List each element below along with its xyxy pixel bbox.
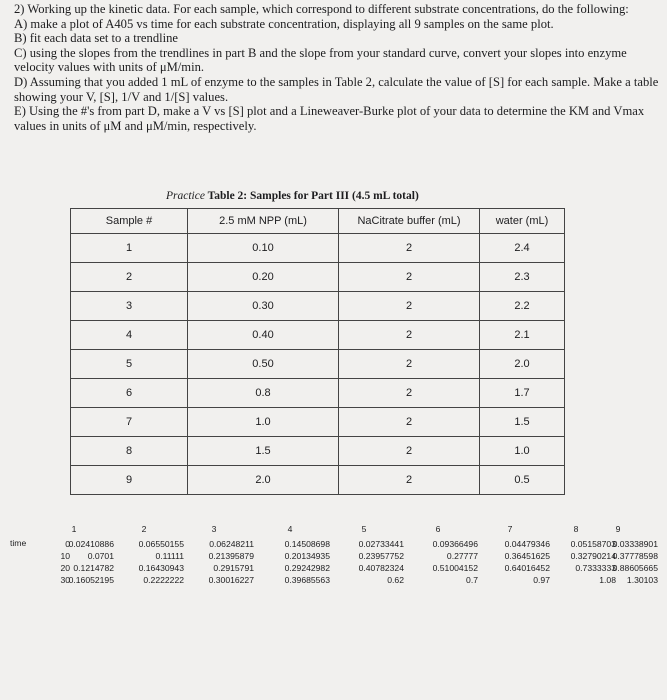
absorbance-value: 0.27777 (446, 551, 478, 561)
instruction-d: D) Assuming that you added 1 mL of enzyme to the samples in Table 2, calculate the value of [S] for each sample. Make a table showing your V, [S], 1/V and 1/[S] values. (14, 74, 659, 104)
absorbance-value: 0.64016452 (504, 563, 550, 573)
table-cell: 1.5 (188, 437, 339, 466)
table-row (71, 437, 565, 466)
sample-header: 9 (615, 524, 621, 534)
table-cell: 2 (71, 263, 188, 292)
absorbance-value: 0.02733441 (358, 539, 404, 549)
table-cell: 2 (339, 263, 480, 292)
absorbance-value: 0.06550155 (138, 539, 184, 549)
absorbance-value: 1.08 (599, 575, 616, 585)
sample-header: 6 (435, 524, 441, 534)
table-cell: 4 (71, 321, 188, 350)
table-caption (166, 190, 419, 202)
table-cell: 0.20 (188, 263, 339, 292)
table-cell: 1.0 (480, 437, 565, 466)
absorbance-value: 0.14508698 (284, 539, 330, 549)
absorbance-value: 0.0701 (87, 551, 114, 561)
table-cell: 0.8 (188, 379, 339, 408)
table-cell: 0.50 (188, 350, 339, 379)
table-cell: 2 (339, 379, 480, 408)
table-cell: 0.40 (188, 321, 339, 350)
table-cell: 1.0 (188, 408, 339, 437)
absorbance-value: 0.29242982 (284, 563, 330, 573)
table-cell: 2.0 (480, 350, 565, 379)
sample-header: 3 (211, 524, 217, 534)
absorbance-value: 0.20134935 (284, 551, 330, 561)
instructions-intro: 2) Working up the kinetic data. For each sample, which correspond to different substrate concentrations, do the following: (14, 2, 629, 16)
absorbance-value: 0.51004152 (432, 563, 478, 573)
kinetics-row (8, 551, 658, 563)
table-cell: 0.30 (188, 292, 339, 321)
table-cell: 1.5 (480, 408, 565, 437)
kinetics-row (8, 575, 658, 587)
table-row (71, 234, 565, 263)
header-sample: Sample # (71, 209, 188, 234)
table-cell: 2 (339, 292, 480, 321)
sample-header: 4 (287, 524, 293, 534)
sample-header: 2 (141, 524, 147, 534)
table-cell: 0.5 (480, 466, 565, 495)
table-cell: 1 (71, 234, 188, 263)
instruction-e: E) Using the #'s from part D, make a V vs [S] plot and a Lineweaver-Burke plot of your data to determine the KM and Vmax values in units of μM and μM/min, respectively. (14, 104, 645, 133)
table-cell: 2.0 (188, 466, 339, 495)
instructions (14, 2, 660, 133)
sample-header: 5 (361, 524, 367, 534)
absorbance-value: 0.03338901 (612, 539, 658, 549)
absorbance-value: 0.1214782 (73, 563, 114, 573)
table-cell: 2 (339, 321, 480, 350)
sample-header: 7 (507, 524, 513, 534)
time-value: 0 (65, 539, 70, 549)
time-label: time (10, 538, 27, 548)
table-cell: 8 (71, 437, 188, 466)
kinetics-row (8, 539, 658, 551)
table-row (71, 350, 565, 379)
table-cell: 5 (71, 350, 188, 379)
table-cell: 2 (339, 350, 480, 379)
absorbance-value: 0.21395879 (208, 551, 254, 561)
header-npp: 2.5 mM NPP (mL) (188, 209, 339, 234)
sample-header: 8 (573, 524, 579, 534)
absorbance-value: 0.16052195 (68, 575, 114, 585)
sample-header: 1 (71, 524, 77, 534)
absorbance-value: 0.40782324 (358, 563, 404, 573)
absorbance-value: 0.23957752 (358, 551, 404, 561)
table-row (71, 466, 565, 495)
table-cell: 2.3 (480, 263, 565, 292)
absorbance-value: 0.09366496 (432, 539, 478, 549)
kinetics-row (8, 563, 658, 575)
table-header-row (71, 209, 565, 234)
absorbance-value: 0.06248211 (209, 539, 254, 549)
instruction-c: C) using the slopes from the trendlines in part B and the slope from your standard curve, convert your slopes into enzyme velocity values with units of μM/min. (14, 45, 627, 75)
samples-table (70, 208, 565, 495)
absorbance-value: 0.62 (387, 575, 404, 585)
kinetics-header-row (8, 524, 658, 536)
absorbance-value: 0.88605665 (612, 563, 658, 573)
table-cell: 3 (71, 292, 188, 321)
table-cell: 6 (71, 379, 188, 408)
caption-text: Table 2: Samples for Part III (4.5 mL total) (207, 190, 419, 202)
absorbance-value: 0.16430943 (138, 563, 184, 573)
table-cell: 2 (339, 437, 480, 466)
header-buffer: NaCitrate buffer (mL) (339, 209, 480, 234)
absorbance-value: 0.30016227 (208, 575, 254, 585)
absorbance-value: 0.39685563 (284, 575, 330, 585)
time-value: 20 (60, 563, 70, 573)
table-cell: 2 (339, 408, 480, 437)
absorbance-value: 0.7 (466, 575, 478, 585)
table-cell: 7 (71, 408, 188, 437)
table-cell: 2.4 (480, 234, 565, 263)
time-value: 10 (60, 551, 70, 561)
table-cell: 1.7 (480, 379, 565, 408)
absorbance-value: 0.04479346 (504, 539, 550, 549)
table-row (71, 263, 565, 292)
time-value: 30 (60, 575, 70, 585)
table-cell: 2.1 (480, 321, 565, 350)
absorbance-value: 0.11111 (155, 551, 184, 561)
caption-prefix: Practice (166, 190, 205, 202)
table-cell: 2 (339, 234, 480, 263)
table-cell: 2.2 (480, 292, 565, 321)
instruction-b: B) fit each data set to a trendline (14, 31, 179, 46)
table-row (71, 408, 565, 437)
absorbance-value: 1.30103 (626, 575, 658, 585)
absorbance-value: 0.02410886 (68, 539, 114, 549)
absorbance-value: 0.2915791 (213, 563, 254, 573)
table-cell: 2 (339, 466, 480, 495)
absorbance-value: 0.2222222 (143, 575, 184, 585)
table-row (71, 292, 565, 321)
absorbance-value: 0.05158703 (570, 539, 616, 549)
absorbance-value: 0.32790214 (570, 551, 616, 561)
table-row (71, 321, 565, 350)
instruction-a: A) make a plot of A405 vs time for each substrate concentration, displaying all 9 samples on the same plot. (14, 16, 554, 31)
absorbance-value: 0.97 (533, 575, 550, 585)
table-row (71, 379, 565, 408)
header-water: water (mL) (480, 209, 565, 234)
absorbance-value: 0.36451625 (504, 551, 550, 561)
table-cell: 0.10 (188, 234, 339, 263)
absorbance-value: 0.7333333 (575, 563, 616, 573)
table-cell: 9 (71, 466, 188, 495)
absorbance-value: 0.37778598 (612, 551, 658, 561)
